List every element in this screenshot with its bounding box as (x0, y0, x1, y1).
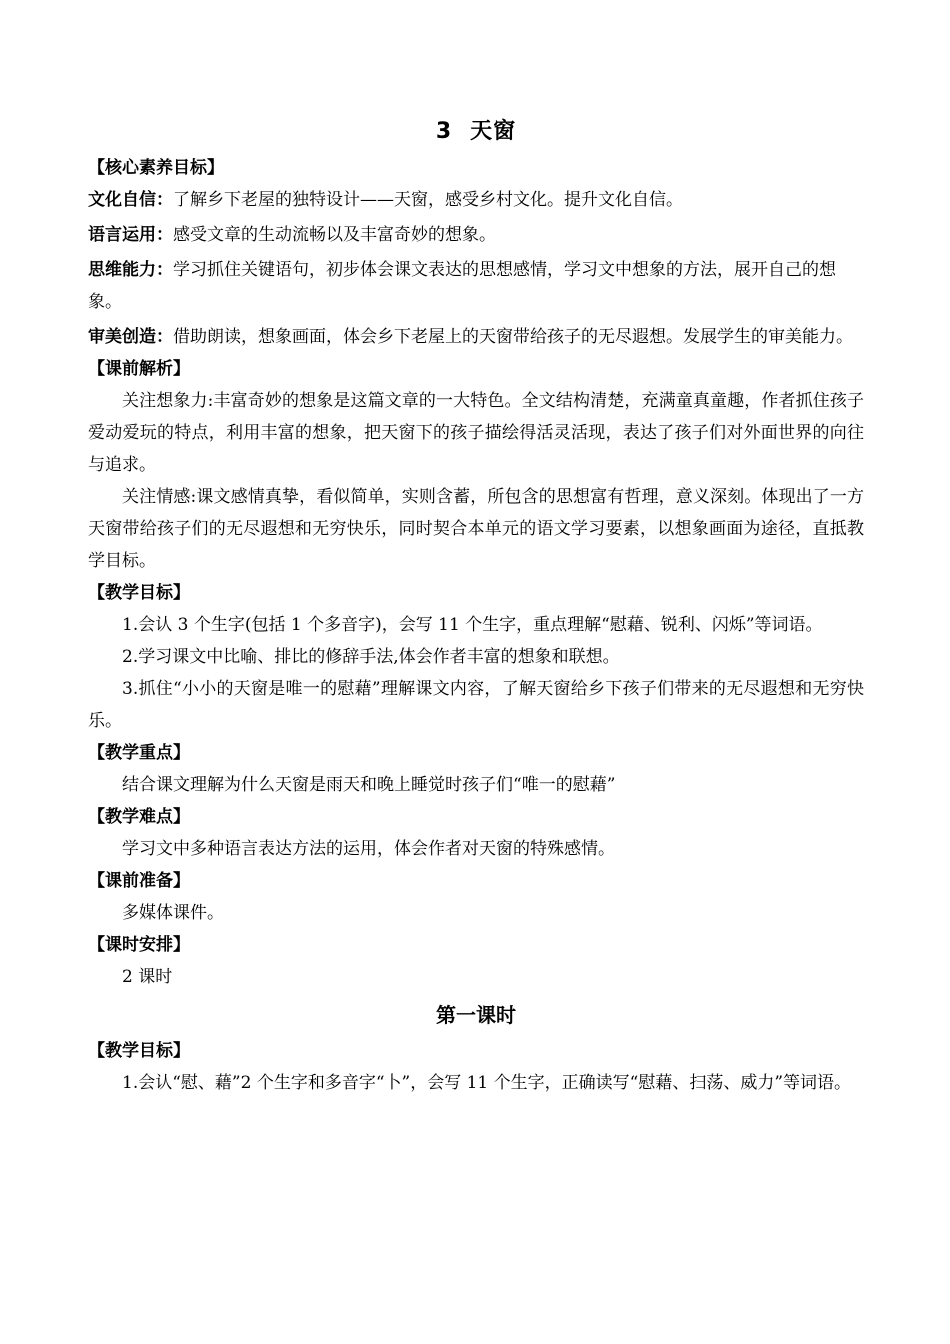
difficulties-heading: 【教学难点】 (88, 807, 190, 827)
teaching-goals-heading: 【教学目标】 (88, 583, 190, 603)
lesson1-goal-item: 1.会认“慰、藉”2 个生字和多音字“卜”，会写 11 个生字，正确读写“慰藉、扫荡、威力”等词语。 (122, 1073, 852, 1093)
teaching-goal-item: 3.抓住“小小的天窗是唯一的慰藉”理解课文内容，了解天窗给乡下孩子们带来的无尽遐想和无穷快乐。 (88, 679, 864, 731)
key-points-text: 结合课文理解为什么天窗是雨天和晚上睡觉时孩子们“唯一的慰藉” (122, 775, 616, 795)
teaching-goal-item: 1.会认 3 个生字(包括 1 个多音字)，会写 11 个生字，重点理解“慰藉、锐利、闪烁”等词语。 (122, 615, 823, 635)
core-goal-thinking (88, 254, 864, 318)
lesson-number: 3 (435, 119, 453, 144)
core-goals-heading: 【核心素养目标】 (88, 158, 224, 178)
analysis-paragraph: 关注情感:课文感情真挚，看似简单，实则含蓄，所包含的思想富有哲理，意义深刻。体现出了一方天窗带给孩子们的无尽遐想和无穷快乐，同时契合本单元的语文学习要素，以想象画面为途径，直抵教学目标。 (88, 487, 864, 571)
page-title (88, 112, 864, 152)
core-goal-text: 借助朗读，想象画面，体会乡下老屋上的天窗带给孩子的无尽遐想。发展学生的审美能力。 (173, 327, 853, 347)
difficulties-text: 学习文中多种语言表达方法的运用，体会作者对天窗的特殊感情。 (122, 839, 615, 859)
key-points-heading: 【教学重点】 (88, 743, 190, 763)
document-page (88, 112, 864, 1099)
teaching-goal-item: 2.学习课文中比喻、排比的修辞手法,体会作者丰富的想象和联想。 (122, 647, 620, 667)
core-goal-text: 了解乡下老屋的独特设计——天窗，感受乡村文化。提升文化自信。 (173, 190, 683, 210)
preparation-text: 多媒体课件。 (122, 903, 224, 923)
lesson1-title: 第一课时 (436, 1003, 516, 1027)
core-goal-text: 感受文章的生动流畅以及丰富奇妙的想象。 (173, 225, 496, 245)
lesson1-goals-heading: 【教学目标】 (88, 1041, 190, 1061)
core-goal-text: 学习抓住关键语句，初步体会课文表达的思想感情，学习文中想象的方法，展开自己的想象。 (88, 260, 836, 312)
analysis-heading: 【课前解析】 (88, 359, 190, 379)
core-goal-label: 语言运用： (88, 225, 173, 245)
lesson-title: 天窗 (470, 119, 517, 144)
core-goal-aesthetic (88, 321, 864, 353)
core-goal-label: 审美创造： (88, 327, 173, 347)
preparation-heading: 【课前准备】 (88, 871, 190, 891)
core-goal-label: 思维能力： (88, 260, 173, 280)
core-goal-label: 文化自信： (88, 190, 173, 210)
schedule-text: 2 课时 (122, 967, 173, 987)
core-goal-language (88, 219, 864, 251)
analysis-paragraph: 关注想象力:丰富奇妙的想象是这篇文章的一大特色。全文结构清楚，充满童真童趣，作者抓住孩子爱动爱玩的特点，利用丰富的想象，把天窗下的孩子描绘得活灵活现，表达了孩子们对外面世界的向往与追求。 (88, 391, 864, 475)
core-goal-culture (88, 184, 864, 216)
schedule-heading: 【课时安排】 (88, 935, 190, 955)
